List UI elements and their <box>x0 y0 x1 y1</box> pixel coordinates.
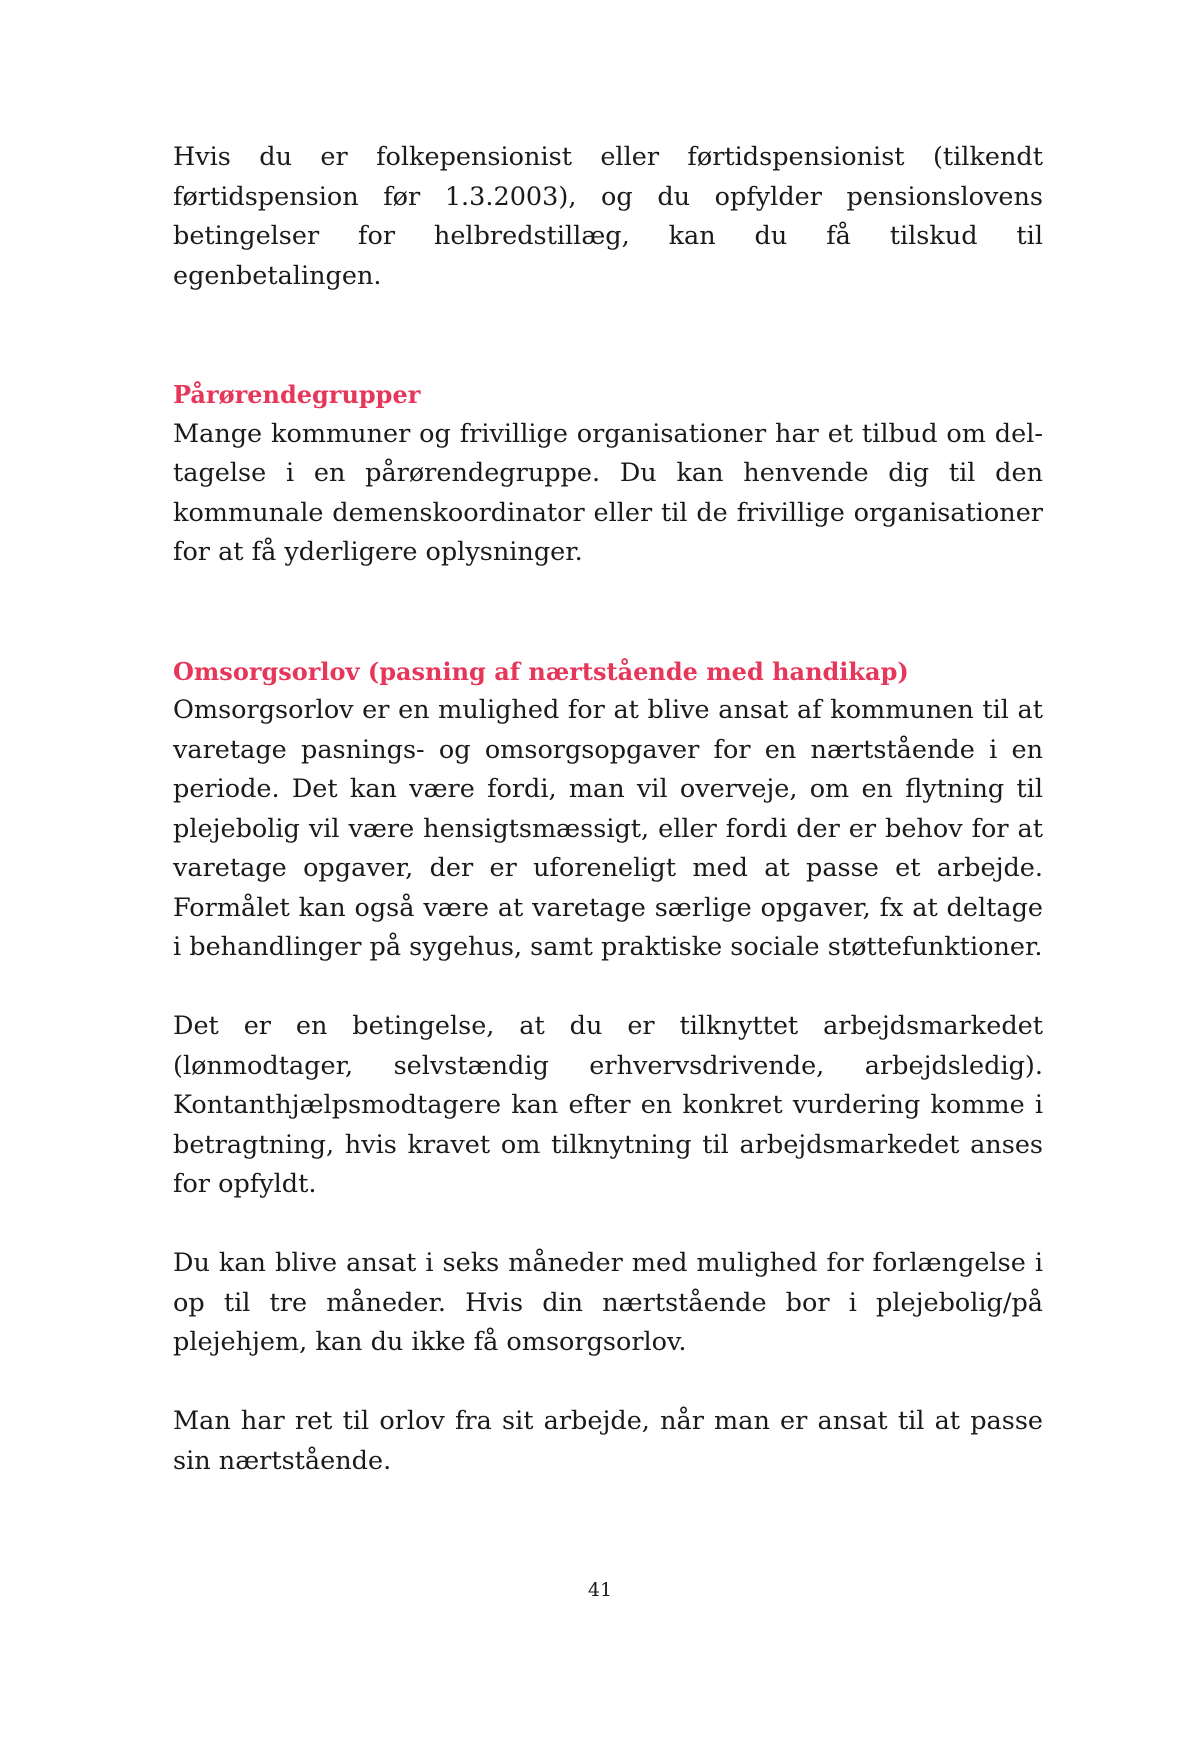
heading-omsorgsorlov: Omsorgsorlov (pasning af nærtstående med handikap) <box>173 656 909 686</box>
parorendegrupper-paragraph: Mange kommuner og frivillige organisationer har et tilbud om deltagelse i en pårørendegruppe. Du kan henvende dig til den kommunale demenskoordinator eller til de frivillige organisationer for at få yderligere oplysninger. <box>173 418 1043 567</box>
document-page <box>173 138 1043 1481</box>
page-number: 41 <box>587 1579 613 1601</box>
heading-parorendegrupper: Pårørendegrupper <box>173 380 421 409</box>
omsorgsorlov-paragraph-1: Omsorgsorlov er en mulighed for at blive ansat af kommunen til at varetage pasnings- og omsorgsopgaver for en nærtstående i en periode. Det kan være fordi, man vil overveje, om en flytning til plejebolig vil være hensigtsmæssigt, eller fordi der er behov for at varetage opgaver, der er uforeneligt med at passe et arbejde. Formålet kan også være at varetage særlige opgaver, fx at deltage i behandlinger på sygehus, samt praktiske sociale støttefunktioner. <box>173 695 1043 962</box>
intro-paragraph: Hvis du er folkepensionist eller førtidspensionist (tilkendt førtidspension før 1.3.2003), og du opfylder pensionslovens betingelser for helbredstillæg, kan du få tilskud til egenbetalingen. <box>173 142 1043 291</box>
omsorgsorlov-paragraph-4: Man har ret til orlov fra sit arbejde, når man er ansat til at passe sin nærtstående. <box>173 1406 1043 1476</box>
omsorgsorlov-paragraph-2: Det er en betingelse, at du er tilknyttet arbejdsmarkedet (lønmodtager, selvstændig erhvervsdrivende, arbejdsledig). Kontanthjælpsmodtagere kan efter en konkret vurdering komme i betragtning, hvis kravet om tilknytning til arbejdsmarkedet anses for opfyldt. <box>173 1011 1043 1199</box>
omsorgsorlov-paragraph-3: Du kan blive ansat i seks måneder med mulighed for forlængelse i op til tre måneder. Hvis din nærtstående bor i plejebolig/på plejehjem, kan du ikke få omsorgsorlov. <box>173 1248 1043 1357</box>
